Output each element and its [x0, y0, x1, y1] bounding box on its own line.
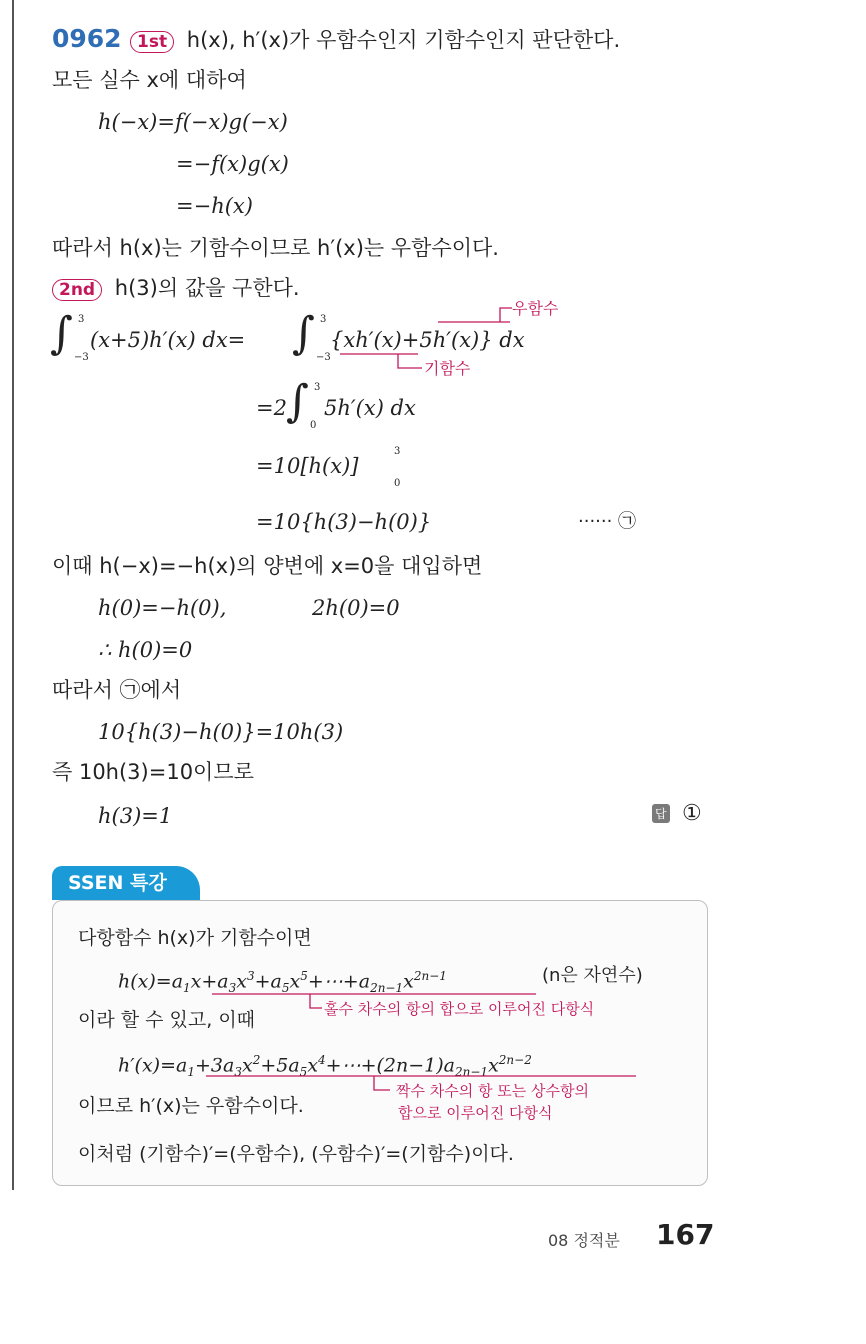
brace-close: } dx [479, 328, 525, 352]
odd-bracket [338, 352, 428, 374]
left-margin-rule [12, 0, 14, 1190]
line-5: 따라서 h(x)는 기함수이므로 h′(x)는 우함수이다. [52, 236, 499, 260]
eq3-lower: 0 [394, 478, 401, 489]
eq3: =10[h(x)] [256, 454, 359, 478]
brace-open: { [330, 328, 344, 352]
term-even: 5h′(x) [419, 328, 480, 352]
even-bracket [436, 300, 516, 324]
step1-row [130, 26, 620, 56]
line-6: 이때 h(−x)=−h(x)의 양변에 x=0을 대입하면 [52, 554, 483, 578]
answer-icon: 답 [652, 804, 670, 823]
integral-rhs-body [330, 326, 525, 354]
line-9: 따라서 ㉠에서 [52, 678, 182, 702]
integral-rhs-upper: 3 [320, 314, 327, 325]
box-line-6: 이처럼 (기함수)′=(우함수), (우함수)′=(기함수)이다. [78, 1143, 514, 1165]
line-10: 10{h(3)−h(0)}=10h(3) [98, 720, 344, 744]
box-line-5: 이므로 h′(x)는 우함수이다. [78, 1095, 304, 1117]
answer-choice: ① [682, 801, 702, 826]
line-11: 즉 10h(3)=10이므로 [52, 760, 254, 784]
label-even-function: 우함수 [512, 299, 559, 318]
line-4: =−h(x) [176, 194, 253, 218]
eq2-integral-sign: ∫ [286, 376, 309, 427]
eq2-body: 5h′(x) dx [324, 396, 416, 420]
line-12: h(3)=1 [98, 804, 173, 828]
chapter-label: 08 정적분 [548, 1231, 620, 1250]
integral-lhs-body: (x+5)h′(x) dx= [90, 328, 246, 352]
label-odd-function: 기함수 [424, 359, 471, 378]
step2-badge: 2nd [52, 279, 102, 301]
page-number: 167 [656, 1218, 715, 1251]
integral-upper-limit: 3 [78, 314, 85, 325]
step2-row [52, 274, 300, 304]
term-odd: xh′(x) [343, 328, 402, 352]
box-even-note-2: 합으로 이루어진 다항식 [398, 1104, 553, 1122]
line-8: ∴ h(0)=0 [98, 638, 193, 662]
ssen-tab: SSEN 특강 [52, 866, 200, 900]
line-3: =−f(x)g(x) [176, 152, 289, 176]
box-line-3: 이라 할 수 있고, 이때 [78, 1009, 256, 1031]
eq2-lower: 0 [310, 420, 317, 431]
step2-heading: h(3)의 값을 구한다. [114, 276, 300, 300]
box-line-1: 다항함수 h(x)가 기함수이면 [78, 927, 312, 949]
eq4: =10{h(3)−h(0)} [256, 510, 432, 534]
step1-badge: 1st [130, 31, 174, 53]
plus-sign: + [401, 328, 420, 352]
line-7a: h(0)=−h(0), [98, 596, 227, 620]
line-2: h(−x)=f(−x)g(−x) [98, 110, 288, 134]
box-line-2: $h(x)=a_1x+a_3x^3+a_5x^5+\cdots+a_{2n-1}x^{2n-1}$ [118, 969, 447, 996]
integral-rhs-sign: ∫ [292, 308, 315, 359]
box-line-4: $h'(x)=a_1+3a_3x^2+5a_5x^4+\cdots+(2n-1)a_{2n-1}x^{2n-2}$ [118, 1053, 532, 1080]
integral-lower-limit: −3 [74, 352, 89, 363]
problem-number: 0962 [52, 24, 122, 53]
integral-sign: ∫ [50, 308, 73, 359]
eq2-upper: 3 [314, 382, 321, 393]
box-line-2-note: (n은 자연수) [542, 965, 643, 986]
step1-heading: h(x), h′(x)가 우함수인지 기함수인지 판단한다. [186, 28, 621, 52]
integral-lhs [50, 308, 73, 359]
eq2-prefix: =2 [256, 396, 287, 420]
box-odd-note: 홀수 차수의 항의 합으로 이루어진 다항식 [324, 1000, 595, 1018]
line-7b: 2h(0)=0 [312, 596, 400, 620]
reference-mark: ······ ㉠ [578, 511, 637, 532]
line-1: 모든 실수 x에 대하여 [52, 68, 247, 92]
box-even-note-1: 짝수 차수의 항 또는 상수항의 [396, 1082, 589, 1100]
integral-rhs-lower: −3 [316, 352, 331, 363]
eq3-upper: 3 [394, 446, 401, 457]
